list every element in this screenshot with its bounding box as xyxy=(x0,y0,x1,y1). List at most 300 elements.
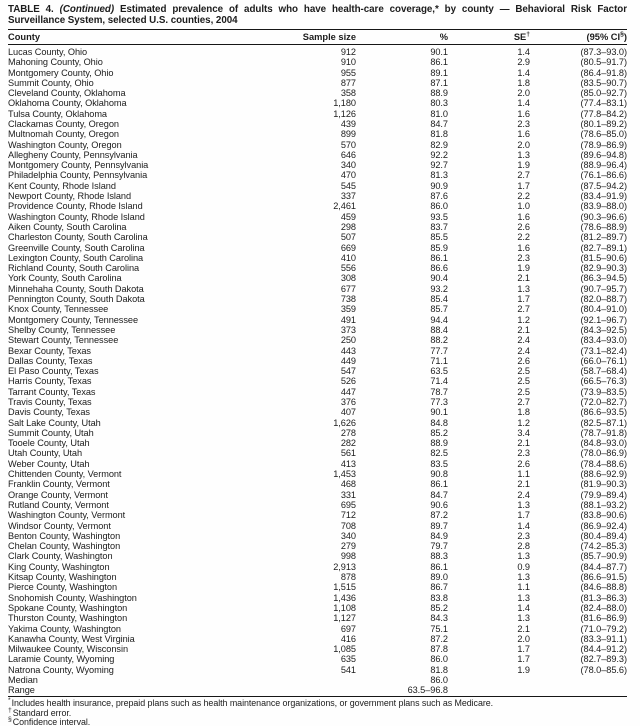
table-row xyxy=(8,222,627,232)
se-cell: 2.2 xyxy=(517,191,530,202)
county-cell: Utah County, Utah xyxy=(8,448,83,459)
sample-size-cell: 1,108 xyxy=(333,602,356,613)
ci-label: (95% CI xyxy=(586,32,621,43)
percent-cell: 85.5 xyxy=(430,232,448,243)
table-title-continued: (Continued) xyxy=(59,4,115,15)
se-cell: 2.4 xyxy=(517,335,530,346)
se-cell: 2.1 xyxy=(517,623,530,634)
sample-size-cell: 340 xyxy=(340,160,356,171)
table-row xyxy=(8,562,627,572)
se-cell: 2.7 xyxy=(517,397,530,407)
se-cell: 1.7 xyxy=(517,294,530,305)
county-cell: Orange County, Vermont xyxy=(8,489,108,500)
sample-size-cell: 468 xyxy=(340,479,356,490)
percent-cell: 85.4 xyxy=(430,294,448,305)
se-cell: 1.6 xyxy=(517,211,530,222)
county-cell: Washington County, Oregon xyxy=(8,139,122,150)
percent-cell: 90.9 xyxy=(430,180,448,191)
sample-size-cell: 677 xyxy=(340,283,356,294)
percent-cell: 86.7 xyxy=(430,582,448,593)
percent-cell: 81.3 xyxy=(430,170,448,181)
table-row xyxy=(8,613,627,623)
se-cell: 2.4 xyxy=(517,345,530,356)
ci-cell: (90.7–95.7) xyxy=(580,283,627,294)
sample-size-cell: 912 xyxy=(340,46,356,57)
ci-cell: (66.0–76.1) xyxy=(580,355,627,366)
county-cell: Kitsap County, Washington xyxy=(8,572,117,583)
summary-label-cell: Median xyxy=(8,675,38,686)
county-cell: Shelby County, Tennessee xyxy=(8,324,116,335)
percent-cell: 82.5 xyxy=(430,448,448,459)
county-cell: Windsor County, Vermont xyxy=(8,520,111,531)
column-header-percent: % xyxy=(356,30,448,45)
county-cell: Thurston County, Washington xyxy=(8,613,128,624)
county-cell: Aiken County, South Carolina xyxy=(8,221,127,232)
county-cell: York County, South Carolina xyxy=(8,273,122,284)
ci-cell: (80.4–91.0) xyxy=(580,304,627,315)
ci-cell: (78.4–88.6) xyxy=(580,458,627,469)
percent-cell: 88.3 xyxy=(430,551,448,562)
percent-cell: 86.0 xyxy=(430,201,448,212)
ci-cell: (86.3–94.5) xyxy=(580,273,627,284)
sample-size-cell: 1,515 xyxy=(333,582,356,593)
summary-value-cell: 86.0 xyxy=(430,675,448,686)
county-cell: Minnehaha County, South Dakota xyxy=(8,283,144,294)
county-cell: Kent County, Rhode Island xyxy=(8,180,116,191)
sample-size-cell: 459 xyxy=(340,211,356,222)
county-cell: El Paso County, Texas xyxy=(8,366,99,377)
sample-size-cell: 910 xyxy=(340,57,356,68)
percent-cell: 90.4 xyxy=(430,273,448,284)
percent-cell: 93.2 xyxy=(430,283,448,294)
table-row xyxy=(8,438,627,448)
table-title xyxy=(8,5,627,30)
summary-value-cell: 63.5–96.8 xyxy=(407,685,448,696)
se-cell: 1.1 xyxy=(517,582,530,593)
table-row xyxy=(8,407,627,417)
percent-cell: 92.2 xyxy=(430,149,448,160)
percent-cell: 84.8 xyxy=(430,417,448,428)
ci-cell: (82.4–88.0) xyxy=(580,602,627,613)
ci-cell: (71.0–79.2) xyxy=(580,623,627,634)
summary-empty-cell xyxy=(448,685,530,696)
percent-cell: 71.4 xyxy=(430,376,448,387)
ci-cell: (80.4–89.4) xyxy=(580,530,627,541)
table-row xyxy=(8,479,627,489)
percent-cell: 89.0 xyxy=(430,572,448,583)
percent-cell: 75.1 xyxy=(430,623,448,634)
percent-cell: 89.7 xyxy=(430,520,448,531)
sample-size-cell: 561 xyxy=(340,448,356,459)
se-cell: 2.0 xyxy=(517,139,530,150)
percent-cell: 83.8 xyxy=(430,592,448,603)
table-row xyxy=(8,603,627,613)
sample-size-cell: 407 xyxy=(340,407,356,418)
percent-cell: 81.8 xyxy=(430,129,448,140)
ci-cell: (81.2–89.7) xyxy=(580,232,627,243)
sample-size-cell: 1,180 xyxy=(333,98,356,109)
column-header-ci xyxy=(530,30,627,45)
table-header xyxy=(8,30,627,45)
se-cell: 1.3 xyxy=(517,592,530,603)
sample-size-cell: 1,126 xyxy=(333,108,356,119)
ci-cell: (83.9–88.0) xyxy=(580,201,627,212)
ci-cell: (86.6–91.5) xyxy=(580,572,627,583)
county-cell: Davis County, Texas xyxy=(8,407,90,418)
se-cell: 1.8 xyxy=(517,407,530,418)
ci-cell: (74.2–85.3) xyxy=(580,541,627,552)
se-cell: 2.3 xyxy=(517,530,530,541)
sample-size-cell: 635 xyxy=(340,654,356,665)
footnote-symbol: † xyxy=(8,706,12,714)
se-cell: 2.6 xyxy=(517,221,530,232)
sample-size-cell: 413 xyxy=(340,458,356,469)
sample-size-cell: 2,461 xyxy=(333,201,356,212)
ci-cell: (58.7–68.4) xyxy=(580,366,627,377)
table-row xyxy=(8,170,627,180)
sample-size-cell: 669 xyxy=(340,242,356,253)
table-title-prefix: TABLE 4. xyxy=(8,4,54,15)
percent-cell: 79.7 xyxy=(430,541,448,552)
table-row xyxy=(8,500,627,510)
county-cell: Benton County, Washington xyxy=(8,530,121,541)
sample-size-cell: 376 xyxy=(340,397,356,407)
footnote xyxy=(8,718,627,726)
sample-size-cell: 331 xyxy=(340,489,356,500)
ci-cell: (86.9–92.4) xyxy=(580,520,627,531)
percent-cell: 84.7 xyxy=(430,118,448,129)
county-cell: Chittenden County, Vermont xyxy=(8,469,122,480)
table-row xyxy=(8,263,627,273)
ci-label-close: ) xyxy=(623,32,627,43)
percent-cell: 83.7 xyxy=(430,221,448,232)
county-cell: Summit County, Utah xyxy=(8,427,94,438)
footnote-text: Includes health insurance, prepaid plans such as health maintenance organizations, or government plans such as Medicare. xyxy=(11,698,494,709)
table-row xyxy=(8,129,627,139)
footnote-symbol: * xyxy=(8,697,11,705)
county-cell: Greenville County, South Carolina xyxy=(8,242,145,253)
sample-size-cell: 878 xyxy=(340,572,356,583)
county-cell: Milwaukee County, Wisconsin xyxy=(8,644,129,655)
table-row xyxy=(8,98,627,108)
ci-cell: (83.4–93.0) xyxy=(580,335,627,346)
se-cell: 2.5 xyxy=(517,386,530,397)
ci-cell: (78.6–85.0) xyxy=(580,129,627,140)
percent-cell: 86.6 xyxy=(430,263,448,274)
se-cell: 1.4 xyxy=(517,602,530,613)
county-cell: Cleveland County, Oklahoma xyxy=(8,88,126,99)
county-cell: Yakima County, Washington xyxy=(8,623,121,634)
se-cell: 1.7 xyxy=(517,180,530,191)
column-header-se xyxy=(448,30,530,45)
sample-size-cell: 282 xyxy=(340,438,356,449)
section-symbol: § xyxy=(620,31,624,39)
sample-size-cell: 410 xyxy=(340,252,356,263)
footnotes xyxy=(8,699,627,726)
ci-cell: (82.7–89.3) xyxy=(580,654,627,665)
se-cell: 2.1 xyxy=(517,324,530,335)
table-row xyxy=(8,665,627,675)
ci-cell: (84.8–93.0) xyxy=(580,438,627,449)
ci-cell: (85.0–92.7) xyxy=(580,88,627,99)
table-row xyxy=(8,624,627,634)
table-row xyxy=(8,531,627,541)
sample-size-cell: 570 xyxy=(340,139,356,150)
prevalence-table xyxy=(8,30,627,696)
ci-cell: (90.3–96.6) xyxy=(580,211,627,222)
percent-cell: 80.3 xyxy=(430,98,448,109)
sample-size-cell: 1,436 xyxy=(333,592,356,603)
column-header-county: County xyxy=(8,30,288,45)
county-cell: Clackamas County, Oregon xyxy=(8,118,119,129)
percent-cell: 85.9 xyxy=(430,242,448,253)
se-cell: 2.0 xyxy=(517,633,530,644)
table-row xyxy=(8,140,627,150)
se-cell: 1.7 xyxy=(517,654,530,665)
table-row xyxy=(8,572,627,582)
se-cell: 1.9 xyxy=(517,664,530,675)
table-row xyxy=(8,356,627,366)
ci-cell: (80.5–91.7) xyxy=(580,57,627,68)
se-cell: 1.2 xyxy=(517,417,530,428)
county-cell: Allegheny County, Pennsylvania xyxy=(8,149,138,160)
table-row xyxy=(8,284,627,294)
sample-size-cell: 308 xyxy=(340,273,356,284)
sample-size-cell: 337 xyxy=(340,191,356,202)
table-row xyxy=(8,88,627,98)
sample-size-cell: 526 xyxy=(340,376,356,387)
county-cell: Charleston County, South Carolina xyxy=(8,232,148,243)
ci-cell: (81.6–86.9) xyxy=(580,613,627,624)
ci-cell: (77.8–84.2) xyxy=(580,108,627,119)
sample-size-cell: 712 xyxy=(340,510,356,521)
sample-size-cell: 358 xyxy=(340,88,356,99)
sample-size-cell: 877 xyxy=(340,77,356,88)
se-cell: 1.3 xyxy=(517,499,530,510)
sample-size-cell: 278 xyxy=(340,427,356,438)
sample-size-cell: 449 xyxy=(340,355,356,366)
se-cell: 1.6 xyxy=(517,242,530,253)
county-cell: Providence County, Rhode Island xyxy=(8,201,143,212)
se-cell: 1.9 xyxy=(517,160,530,171)
table-row xyxy=(8,335,627,345)
footnote-text: Confidence interval. xyxy=(12,717,91,726)
ci-cell: (83.5–90.7) xyxy=(580,77,627,88)
se-cell: 1.8 xyxy=(517,77,530,88)
sample-size-cell: 443 xyxy=(340,345,356,356)
county-cell: Laramie County, Wyoming xyxy=(8,654,115,665)
se-cell: 1.3 xyxy=(517,551,530,562)
footnote-symbol: § xyxy=(8,716,12,724)
ci-cell: (78.7–91.8) xyxy=(580,427,627,438)
ci-cell: (81.5–90.6) xyxy=(580,252,627,263)
percent-cell: 87.2 xyxy=(430,510,448,521)
ci-cell: (87.3–93.0) xyxy=(580,46,627,57)
sample-size-cell: 1,127 xyxy=(333,613,356,624)
se-cell: 2.1 xyxy=(517,479,530,490)
county-cell: Tooele County, Utah xyxy=(8,438,90,449)
se-cell: 1.6 xyxy=(517,129,530,140)
table-row xyxy=(8,510,627,520)
sample-size-cell: 2,913 xyxy=(333,561,356,572)
percent-cell: 85.2 xyxy=(430,427,448,438)
county-cell: Lexington County, South Carolina xyxy=(8,252,144,263)
ci-cell: (92.1–96.7) xyxy=(580,314,627,325)
percent-cell: 88.9 xyxy=(430,438,448,449)
se-cell: 2.3 xyxy=(517,448,530,459)
sample-size-cell: 738 xyxy=(340,294,356,305)
percent-cell: 87.1 xyxy=(430,77,448,88)
table-row xyxy=(8,57,627,67)
table-row xyxy=(8,78,627,88)
table-row xyxy=(8,448,627,458)
county-cell: King County, Washington xyxy=(8,561,110,572)
se-cell: 2.1 xyxy=(517,273,530,284)
percent-cell: 85.7 xyxy=(430,304,448,315)
dagger-symbol: † xyxy=(526,31,530,39)
percent-cell: 87.2 xyxy=(430,633,448,644)
ci-cell: (73.9–83.5) xyxy=(580,386,627,397)
sample-size-cell: 416 xyxy=(340,633,356,644)
county-cell: Richland County, South Carolina xyxy=(8,263,140,274)
percent-cell: 86.1 xyxy=(430,479,448,490)
table-row xyxy=(8,366,627,376)
ci-cell: (78.0–86.9) xyxy=(580,448,627,459)
percent-cell: 89.1 xyxy=(430,67,448,78)
se-cell: 2.9 xyxy=(517,57,530,68)
percent-cell: 88.9 xyxy=(430,88,448,99)
county-cell: Clark County, Washington xyxy=(8,551,113,562)
se-cell: 1.6 xyxy=(517,108,530,119)
se-cell: 2.5 xyxy=(517,366,530,377)
percent-cell: 87.8 xyxy=(430,644,448,655)
percent-cell: 77.7 xyxy=(430,345,448,356)
county-cell: Mahoning County, Ohio xyxy=(8,57,103,68)
percent-cell: 84.7 xyxy=(430,489,448,500)
table-row xyxy=(8,294,627,304)
se-cell: 1.4 xyxy=(517,46,530,57)
percent-cell: 90.1 xyxy=(430,46,448,57)
table-body xyxy=(8,45,627,696)
se-cell: 2.3 xyxy=(517,252,530,263)
sample-size-cell: 541 xyxy=(340,664,356,675)
summary-empty-cell xyxy=(288,685,356,696)
sample-size-cell: 250 xyxy=(340,335,356,346)
summary-row xyxy=(8,675,627,685)
percent-cell: 88.4 xyxy=(430,324,448,335)
ci-cell: (86.4–91.8) xyxy=(580,67,627,78)
percent-cell: 90.6 xyxy=(430,499,448,510)
county-cell: Salt Lake County, Utah xyxy=(8,417,101,428)
table-row xyxy=(8,644,627,654)
table-row xyxy=(8,541,627,551)
table-row xyxy=(8,181,627,191)
table-row xyxy=(8,304,627,314)
table-row xyxy=(8,201,627,211)
percent-cell: 82.9 xyxy=(430,139,448,150)
county-cell: Lucas County, Ohio xyxy=(8,46,88,57)
summary-empty-cell xyxy=(530,685,627,696)
sample-size-cell: 279 xyxy=(340,541,356,552)
table-row xyxy=(8,551,627,561)
percent-cell: 85.2 xyxy=(430,602,448,613)
table-row xyxy=(8,634,627,644)
table-row xyxy=(8,654,627,664)
se-cell: 1.1 xyxy=(517,469,530,480)
ci-cell: (86.6–93.5) xyxy=(580,407,627,418)
table-row xyxy=(8,315,627,325)
county-cell: Kanawha County, West Virginia xyxy=(8,633,135,644)
ci-cell: (84.6–88.8) xyxy=(580,582,627,593)
percent-cell: 83.5 xyxy=(430,458,448,469)
county-cell: Summit County, Ohio xyxy=(8,77,94,88)
sample-size-cell: 998 xyxy=(340,551,356,562)
percent-cell: 88.2 xyxy=(430,335,448,346)
sample-size-cell: 697 xyxy=(340,623,356,634)
county-cell: Weber County, Utah xyxy=(8,458,90,469)
footnote xyxy=(8,706,627,719)
ci-cell: (82.7–89.1) xyxy=(580,242,627,253)
county-cell: Spokane County, Washington xyxy=(8,602,128,613)
county-cell: Knox County, Tennessee xyxy=(8,304,109,315)
ci-cell: (78.0–85.6) xyxy=(580,664,627,675)
percent-cell: 78.7 xyxy=(430,386,448,397)
summary-empty-cell xyxy=(288,675,356,685)
se-cell: 2.0 xyxy=(517,88,530,99)
county-cell: Philadelphia County, Pennsylvania xyxy=(8,170,148,181)
se-cell: 1.2 xyxy=(517,314,530,325)
table-row xyxy=(8,232,627,242)
ci-cell: (89.6–94.8) xyxy=(580,149,627,160)
summary-row xyxy=(8,685,627,696)
table-row xyxy=(8,253,627,263)
sample-size-cell: 340 xyxy=(340,530,356,541)
se-cell: 1.7 xyxy=(517,644,530,655)
table-row xyxy=(8,428,627,438)
ci-cell: (82.0–88.7) xyxy=(580,294,627,305)
footnote-text: Standard error. xyxy=(12,707,72,718)
percent-cell: 63.5 xyxy=(430,366,448,377)
se-cell: 2.1 xyxy=(517,438,530,449)
table-row xyxy=(8,212,627,222)
sample-size-cell: 556 xyxy=(340,263,356,274)
ci-cell: (83.4–91.9) xyxy=(580,191,627,202)
ci-cell: (78.6–88.9) xyxy=(580,221,627,232)
se-cell: 2.8 xyxy=(517,541,530,552)
se-cell: 0.9 xyxy=(517,561,530,572)
ci-cell: (87.5–94.2) xyxy=(580,180,627,191)
sample-size-cell: 1,453 xyxy=(333,469,356,480)
percent-cell: 94.4 xyxy=(430,314,448,325)
se-cell: 2.6 xyxy=(517,458,530,469)
table-row xyxy=(8,243,627,253)
se-cell: 2.2 xyxy=(517,232,530,243)
county-cell: Chelan County, Washington xyxy=(8,541,121,552)
ci-cell: (84.4–91.2) xyxy=(580,644,627,655)
table-row xyxy=(8,346,627,356)
percent-cell: 92.7 xyxy=(430,160,448,171)
se-label: SE xyxy=(513,32,527,43)
ci-cell: (82.9–90.3) xyxy=(580,263,627,274)
county-cell: Franklin County, Vermont xyxy=(8,479,110,490)
se-cell: 3.4 xyxy=(517,427,530,438)
county-cell: Bexar County, Texas xyxy=(8,345,91,356)
sample-size-cell: 1,085 xyxy=(333,644,356,655)
table-row xyxy=(8,582,627,592)
county-cell: Snohomish County, Washington xyxy=(8,592,137,603)
percent-cell: 90.1 xyxy=(430,407,448,418)
table-row xyxy=(8,150,627,160)
